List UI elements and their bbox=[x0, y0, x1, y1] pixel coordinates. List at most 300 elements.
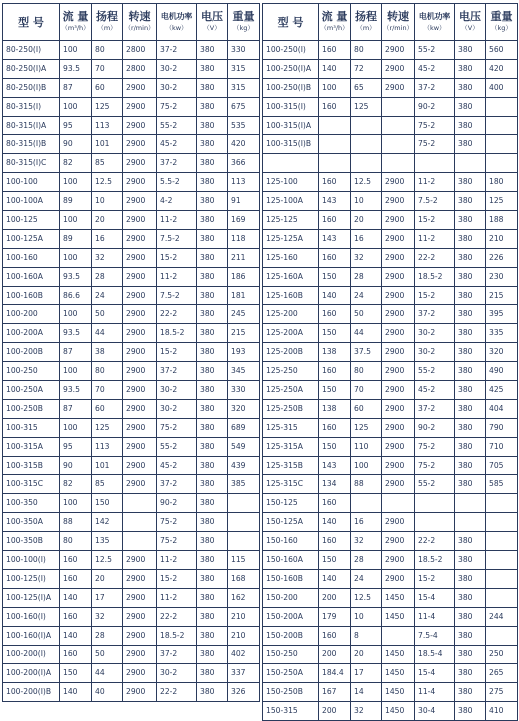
speed-cell: 2900 bbox=[382, 305, 415, 324]
power-cell: 37-2 bbox=[157, 475, 197, 494]
head-cell: 17 bbox=[92, 588, 123, 607]
model-cell: 100-200 bbox=[3, 305, 60, 324]
weight-cell: 226 bbox=[486, 248, 518, 267]
flow-cell: 89 bbox=[60, 192, 92, 211]
power-cell: 15-2 bbox=[157, 569, 197, 588]
table-row bbox=[3, 78, 260, 97]
head-cell: 80 bbox=[92, 362, 123, 381]
power-cell: 30-2 bbox=[157, 59, 197, 78]
model-cell: 150-200A bbox=[263, 607, 319, 626]
weight-header bbox=[486, 4, 518, 41]
power-cell: 7.5-2 bbox=[157, 229, 197, 248]
power-cell: 90-2 bbox=[415, 418, 455, 437]
voltage-cell: 380 bbox=[455, 588, 486, 607]
power-cell bbox=[415, 513, 455, 532]
power-cell: 18.5-2 bbox=[157, 324, 197, 343]
speed-cell: 2900 bbox=[382, 248, 415, 267]
speed-cell: 2900 bbox=[123, 305, 157, 324]
power-cell: 55-2 bbox=[415, 362, 455, 381]
weight-cell: 395 bbox=[486, 305, 518, 324]
flow-cell: 160 bbox=[319, 362, 351, 381]
voltage-cell: 380 bbox=[197, 475, 228, 494]
table-row bbox=[263, 286, 518, 305]
head-cell: 72 bbox=[351, 59, 382, 78]
power-cell: 55-2 bbox=[415, 41, 455, 60]
model-cell: 100-200(Ⅰ) bbox=[3, 645, 60, 664]
head-cell: 70 bbox=[92, 381, 123, 400]
model-cell: 100-125(Ⅰ)A bbox=[3, 588, 60, 607]
weight-cell: 215 bbox=[486, 286, 518, 305]
model-cell: 100-200(Ⅰ)B bbox=[3, 683, 60, 702]
weight-cell: 162 bbox=[228, 588, 260, 607]
weight-cell: 275 bbox=[486, 683, 518, 702]
speed-header-title: 转速 bbox=[128, 10, 151, 23]
table-row bbox=[263, 59, 518, 78]
head-cell: 20 bbox=[92, 569, 123, 588]
voltage-cell: 380 bbox=[197, 362, 228, 381]
flow-cell: 140 bbox=[319, 569, 351, 588]
flow-cell: 80 bbox=[60, 532, 92, 551]
head-cell: 24 bbox=[92, 286, 123, 305]
flow-cell: 100 bbox=[60, 41, 92, 60]
weight-cell: 91 bbox=[228, 192, 260, 211]
table-row bbox=[3, 664, 260, 683]
power-cell: 11-2 bbox=[157, 211, 197, 230]
table-row bbox=[263, 97, 518, 116]
head-cell: 28 bbox=[92, 267, 123, 286]
head-cell: 50 bbox=[92, 645, 123, 664]
voltage-cell: 380 bbox=[455, 551, 486, 570]
weight-cell: 535 bbox=[228, 116, 260, 135]
power-cell: 37-2 bbox=[157, 645, 197, 664]
table-row bbox=[3, 494, 260, 513]
speed-cell: 2900 bbox=[123, 588, 157, 607]
head-header-title: 扬程 bbox=[96, 10, 118, 23]
table-row bbox=[263, 78, 518, 97]
weight-cell: 404 bbox=[486, 399, 518, 418]
table-row bbox=[263, 399, 518, 418]
power-cell: 11-2 bbox=[157, 588, 197, 607]
voltage-cell: 380 bbox=[197, 324, 228, 343]
power-cell: 45-2 bbox=[415, 381, 455, 400]
weight-cell bbox=[486, 532, 518, 551]
flow-cell: 88 bbox=[60, 513, 92, 532]
model-cell: 150-160A bbox=[263, 551, 319, 570]
weight-cell bbox=[486, 97, 518, 116]
head-cell: 32 bbox=[351, 532, 382, 551]
table-row bbox=[3, 59, 260, 78]
voltage-cell: 380 bbox=[455, 399, 486, 418]
flow-cell: 93.5 bbox=[60, 324, 92, 343]
power-cell: 7.5-2 bbox=[415, 192, 455, 211]
head-cell: 101 bbox=[92, 135, 123, 154]
voltage-cell: 380 bbox=[455, 135, 486, 154]
head-cell: 65 bbox=[351, 78, 382, 97]
flow-cell: 150 bbox=[319, 324, 351, 343]
power-cell: 11-2 bbox=[415, 229, 455, 248]
voltage-cell: 380 bbox=[455, 116, 486, 135]
flow-cell: 82 bbox=[60, 154, 92, 173]
table-row bbox=[3, 362, 260, 381]
table-row bbox=[3, 267, 260, 286]
power-cell: 30-2 bbox=[157, 664, 197, 683]
speed-cell: 2900 bbox=[123, 192, 157, 211]
speed-cell: 2900 bbox=[123, 229, 157, 248]
speed-cell: 2900 bbox=[382, 229, 415, 248]
head-cell: 24 bbox=[351, 286, 382, 305]
speed-cell: 2900 bbox=[123, 418, 157, 437]
head-cell: 16 bbox=[351, 513, 382, 532]
table-row bbox=[263, 626, 518, 645]
model-header bbox=[3, 4, 60, 41]
head-cell: 32 bbox=[351, 248, 382, 267]
table-row bbox=[3, 437, 260, 456]
flow-cell: 138 bbox=[319, 399, 351, 418]
flow-header-unit: （m³/h） bbox=[61, 24, 90, 32]
head-cell: 32 bbox=[351, 702, 382, 721]
flow-cell: 138 bbox=[319, 343, 351, 362]
voltage-cell: 380 bbox=[455, 324, 486, 343]
weight-cell bbox=[486, 513, 518, 532]
table-row bbox=[3, 135, 260, 154]
head-cell: 85 bbox=[92, 154, 123, 173]
head-cell: 16 bbox=[92, 229, 123, 248]
head-header bbox=[92, 4, 123, 41]
power-cell: 11-2 bbox=[157, 267, 197, 286]
model-cell: 100-250(Ⅰ)B bbox=[263, 78, 319, 97]
weight-cell: 211 bbox=[228, 248, 260, 267]
flow-cell: 95 bbox=[60, 116, 92, 135]
speed-cell: 2900 bbox=[382, 286, 415, 305]
speed-cell: 2900 bbox=[123, 456, 157, 475]
power-cell: 15-2 bbox=[415, 569, 455, 588]
voltage-cell: 380 bbox=[197, 456, 228, 475]
speed-header-title: 转速 bbox=[387, 10, 409, 23]
flow-cell: 140 bbox=[319, 513, 351, 532]
power-cell: 55-2 bbox=[157, 116, 197, 135]
table-row bbox=[3, 173, 260, 192]
weight-cell: 420 bbox=[228, 135, 260, 154]
head-cell: 80 bbox=[92, 41, 123, 60]
speed-cell: 2800 bbox=[123, 41, 157, 60]
weight-cell bbox=[486, 135, 518, 154]
power-cell: 18.5-2 bbox=[415, 267, 455, 286]
speed-cell: 2900 bbox=[382, 173, 415, 192]
weight-cell: 549 bbox=[228, 437, 260, 456]
table-row bbox=[263, 683, 518, 702]
head-header bbox=[351, 4, 382, 41]
speed-cell: 1450 bbox=[382, 588, 415, 607]
head-cell: 70 bbox=[351, 381, 382, 400]
flow-cell: 87 bbox=[60, 78, 92, 97]
table-row bbox=[263, 343, 518, 362]
weight-cell: 265 bbox=[486, 664, 518, 683]
voltage-cell: 380 bbox=[197, 211, 228, 230]
voltage-cell: 380 bbox=[197, 645, 228, 664]
model-cell: 100-250(Ⅰ) bbox=[263, 41, 319, 60]
power-cell: 37-2 bbox=[415, 399, 455, 418]
flow-cell: 82 bbox=[60, 475, 92, 494]
power-cell: 37-2 bbox=[415, 78, 455, 97]
model-cell: 80-315(Ⅰ) bbox=[3, 97, 60, 116]
head-cell: 8 bbox=[351, 626, 382, 645]
weight-cell bbox=[486, 588, 518, 607]
speed-cell: 2900 bbox=[382, 343, 415, 362]
voltage-cell: 380 bbox=[197, 437, 228, 456]
model-cell: 150-250B bbox=[263, 683, 319, 702]
model-cell: 125-315C bbox=[263, 475, 319, 494]
voltage-cell: 380 bbox=[455, 211, 486, 230]
weight-header-title: 重量 bbox=[490, 10, 513, 23]
voltage-cell: 380 bbox=[455, 97, 486, 116]
voltage-cell bbox=[455, 494, 486, 513]
speed-cell: 2900 bbox=[382, 381, 415, 400]
power-cell: 75-2 bbox=[157, 532, 197, 551]
weight-cell bbox=[486, 626, 518, 645]
head-cell: 113 bbox=[92, 116, 123, 135]
flow-cell: 160 bbox=[319, 248, 351, 267]
flow-cell: 160 bbox=[60, 645, 92, 664]
power-cell: 75-2 bbox=[157, 418, 197, 437]
model-cell: 125-160A bbox=[263, 267, 319, 286]
head-cell: 44 bbox=[92, 324, 123, 343]
head-cell: 110 bbox=[351, 437, 382, 456]
voltage-cell: 380 bbox=[455, 173, 486, 192]
head-header-unit: （m） bbox=[97, 24, 117, 32]
weight-cell: 410 bbox=[486, 702, 518, 721]
head-cell: 80 bbox=[351, 41, 382, 60]
voltage-cell: 380 bbox=[197, 343, 228, 362]
speed-cell: 1450 bbox=[382, 683, 415, 702]
speed-cell: 2900 bbox=[123, 381, 157, 400]
voltage-cell: 380 bbox=[197, 418, 228, 437]
voltage-cell: 380 bbox=[455, 343, 486, 362]
flow-cell: 95 bbox=[60, 437, 92, 456]
voltage-cell: 380 bbox=[455, 664, 486, 683]
weight-header-unit: （kg） bbox=[491, 24, 512, 32]
voltage-header-unit: （V） bbox=[203, 24, 221, 32]
power-cell: 15-2 bbox=[157, 343, 197, 362]
weight-cell: 320 bbox=[486, 343, 518, 362]
speed-cell: 2900 bbox=[123, 437, 157, 456]
voltage-cell: 380 bbox=[455, 192, 486, 211]
head-header-title: 扬程 bbox=[355, 10, 377, 23]
speed-cell: 2900 bbox=[123, 211, 157, 230]
flow-cell bbox=[319, 116, 351, 135]
voltage-cell: 380 bbox=[455, 456, 486, 475]
weight-cell: 689 bbox=[228, 418, 260, 437]
model-cell: 100-160B bbox=[3, 286, 60, 305]
flow-cell: 200 bbox=[319, 588, 351, 607]
table-row bbox=[3, 324, 260, 343]
table-row bbox=[263, 267, 518, 286]
flow-cell: 160 bbox=[319, 173, 351, 192]
flow-cell: 160 bbox=[319, 626, 351, 645]
model-cell: 150-200B bbox=[263, 626, 319, 645]
table-row bbox=[3, 211, 260, 230]
power-cell: 75-2 bbox=[415, 116, 455, 135]
table-row bbox=[3, 381, 260, 400]
power-cell: 15-4 bbox=[415, 664, 455, 683]
model-cell: 100-200(Ⅰ)A bbox=[3, 664, 60, 683]
table-row bbox=[263, 532, 518, 551]
model-cell: 100-315B bbox=[3, 456, 60, 475]
voltage-cell: 380 bbox=[455, 362, 486, 381]
table-row bbox=[263, 494, 518, 513]
speed-cell: 2900 bbox=[382, 41, 415, 60]
speed-cell: 2900 bbox=[123, 324, 157, 343]
model-cell: 125-160B bbox=[263, 286, 319, 305]
table-row bbox=[263, 248, 518, 267]
weight-cell: 125 bbox=[486, 192, 518, 211]
head-cell: 142 bbox=[92, 513, 123, 532]
weight-cell: 188 bbox=[486, 211, 518, 230]
power-cell: 37-2 bbox=[415, 305, 455, 324]
header-row bbox=[3, 4, 260, 41]
weight-cell: 180 bbox=[486, 173, 518, 192]
model-cell: 100-250 bbox=[3, 362, 60, 381]
table-row bbox=[263, 381, 518, 400]
table-body bbox=[263, 41, 518, 721]
weight-cell: 244 bbox=[486, 607, 518, 626]
weight-cell: 320 bbox=[228, 399, 260, 418]
model-cell: 80-315(Ⅰ)C bbox=[3, 154, 60, 173]
weight-cell: 186 bbox=[228, 267, 260, 286]
power-cell: 22-2 bbox=[415, 248, 455, 267]
voltage-cell: 380 bbox=[197, 664, 228, 683]
table-row bbox=[263, 154, 518, 173]
voltage-cell: 380 bbox=[197, 569, 228, 588]
voltage-cell: 380 bbox=[197, 305, 228, 324]
power-cell: 75-2 bbox=[157, 513, 197, 532]
table-row bbox=[263, 229, 518, 248]
speed-cell: 2900 bbox=[123, 664, 157, 683]
flow-cell: 200 bbox=[319, 702, 351, 721]
model-cell: 150-125 bbox=[263, 494, 319, 513]
head-cell: 125 bbox=[92, 97, 123, 116]
flow-cell: 100 bbox=[60, 248, 92, 267]
voltage-header-title: 电压 bbox=[459, 10, 481, 23]
speed-header-unit: （r/min） bbox=[124, 24, 155, 32]
model-cell: 125-250 bbox=[263, 362, 319, 381]
flow-cell: 90 bbox=[60, 456, 92, 475]
speed-header bbox=[382, 4, 415, 41]
model-cell: 150-125A bbox=[263, 513, 319, 532]
flow-cell: 89 bbox=[60, 229, 92, 248]
flow-header bbox=[319, 4, 351, 41]
model-cell: 100-250B bbox=[3, 399, 60, 418]
weight-cell: 210 bbox=[486, 229, 518, 248]
table-row bbox=[3, 626, 260, 645]
head-cell: 20 bbox=[92, 211, 123, 230]
table-row bbox=[3, 248, 260, 267]
model-cell: 100-315(Ⅰ)A bbox=[263, 116, 319, 135]
model-cell: 100-125A bbox=[3, 229, 60, 248]
model-cell: 150-250 bbox=[263, 645, 319, 664]
model-cell: 100-100(Ⅰ) bbox=[3, 551, 60, 570]
flow-cell: 150 bbox=[319, 437, 351, 456]
weight-cell: 168 bbox=[228, 569, 260, 588]
model-cell: 125-125 bbox=[263, 211, 319, 230]
voltage-cell: 380 bbox=[455, 248, 486, 267]
speed-cell: 1450 bbox=[382, 702, 415, 721]
table-row bbox=[263, 192, 518, 211]
table-row bbox=[263, 211, 518, 230]
speed-cell: 2900 bbox=[123, 683, 157, 702]
model-cell: 125-250A bbox=[263, 381, 319, 400]
power-cell: 75-2 bbox=[157, 97, 197, 116]
voltage-cell: 380 bbox=[197, 267, 228, 286]
model-cell: 100-315A bbox=[3, 437, 60, 456]
flow-header-title: 流 量 bbox=[62, 10, 89, 23]
speed-cell: 2900 bbox=[123, 286, 157, 305]
head-cell: 60 bbox=[92, 78, 123, 97]
speed-cell: 2900 bbox=[382, 324, 415, 343]
model-cell: 150-160B bbox=[263, 569, 319, 588]
flow-cell: 90 bbox=[60, 135, 92, 154]
power-cell bbox=[415, 154, 455, 173]
voltage-cell: 380 bbox=[197, 494, 228, 513]
flow-cell: 160 bbox=[319, 97, 351, 116]
head-cell: 125 bbox=[351, 97, 382, 116]
flow-cell: 87 bbox=[60, 343, 92, 362]
voltage-cell: 380 bbox=[197, 78, 228, 97]
head-cell: 125 bbox=[351, 418, 382, 437]
power-cell: 30-2 bbox=[415, 343, 455, 362]
head-cell: 85 bbox=[92, 475, 123, 494]
voltage-cell: 380 bbox=[455, 626, 486, 645]
power-cell: 90-2 bbox=[415, 97, 455, 116]
voltage-cell bbox=[455, 513, 486, 532]
weight-cell: 315 bbox=[228, 59, 260, 78]
weight-cell bbox=[228, 494, 260, 513]
model-cell: 100-125(Ⅰ) bbox=[3, 569, 60, 588]
voltage-cell: 380 bbox=[455, 475, 486, 494]
voltage-cell: 380 bbox=[455, 78, 486, 97]
model-cell: 100-100A bbox=[3, 192, 60, 211]
speed-cell: 2900 bbox=[382, 192, 415, 211]
speed-cell: 2900 bbox=[123, 116, 157, 135]
power-cell: 75-2 bbox=[415, 456, 455, 475]
power-cell: 22-2 bbox=[157, 305, 197, 324]
voltage-cell: 380 bbox=[197, 135, 228, 154]
model-cell: 125-315 bbox=[263, 418, 319, 437]
flow-cell: 160 bbox=[60, 569, 92, 588]
weight-cell: 425 bbox=[486, 381, 518, 400]
speed-cell: 2900 bbox=[123, 97, 157, 116]
flow-cell: 143 bbox=[319, 192, 351, 211]
table-row bbox=[3, 116, 260, 135]
flow-cell: 100 bbox=[60, 211, 92, 230]
table-row bbox=[3, 683, 260, 702]
head-cell: 28 bbox=[351, 551, 382, 570]
weight-cell: 169 bbox=[228, 211, 260, 230]
voltage-cell: 380 bbox=[197, 97, 228, 116]
flow-cell: 93.5 bbox=[60, 267, 92, 286]
head-cell: 80 bbox=[351, 362, 382, 381]
speed-cell: 2900 bbox=[123, 399, 157, 418]
model-cell: 80-250(Ⅰ)B bbox=[3, 78, 60, 97]
speed-cell bbox=[382, 135, 415, 154]
weight-cell bbox=[228, 532, 260, 551]
table-row bbox=[263, 135, 518, 154]
weight-cell: 560 bbox=[486, 41, 518, 60]
head-cell: 150 bbox=[92, 494, 123, 513]
head-cell: 28 bbox=[92, 626, 123, 645]
flow-cell: 160 bbox=[319, 532, 351, 551]
speed-cell bbox=[382, 97, 415, 116]
model-cell: 80-250(Ⅰ) bbox=[3, 41, 60, 60]
